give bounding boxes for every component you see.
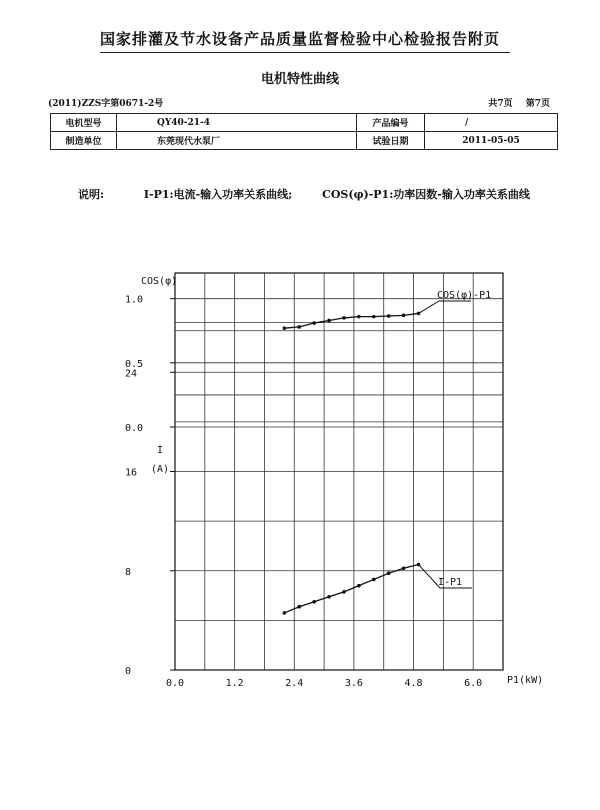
maker-value: 东莞现代水泵厂 <box>117 132 357 150</box>
data-point-cos-p1 <box>327 319 331 323</box>
y-tick-label-current: 8 <box>125 566 132 578</box>
date-value: 2011-05-05 <box>425 132 558 150</box>
total-pages: 共7页 <box>488 99 513 109</box>
report-number: (2011)ZZS字第0671-2号 <box>48 99 164 109</box>
x-tick-label: 6.0 <box>464 678 483 689</box>
series-leader-cos-p1 <box>419 301 471 313</box>
series-label-cos-p1: COS(φ)-P1 <box>437 290 492 301</box>
serial-label: 产品编号 <box>357 114 425 132</box>
series-line-i-p1 <box>284 565 418 613</box>
maker-label: 制造单位 <box>51 132 117 150</box>
y-tick-label-cos: 0.0 <box>125 423 144 434</box>
x-tick-label: 4.8 <box>404 678 423 689</box>
x-tick-label: 0.0 <box>165 678 185 689</box>
data-point-i-p1 <box>283 611 287 615</box>
data-point-i-p1 <box>357 584 361 588</box>
y-axis-label-current: I <box>156 445 164 456</box>
data-point-cos-p1 <box>297 325 301 329</box>
x-tick-label: 2.4 <box>285 678 304 689</box>
date-label: 试验日期 <box>357 132 425 150</box>
data-point-i-p1 <box>327 595 331 599</box>
y-axis-label-cos: COS(φ) <box>141 276 178 287</box>
data-point-cos-p1 <box>357 315 361 319</box>
y-axis-unit-current: (A) <box>150 464 170 475</box>
series-label-i-p1: I-P1 <box>438 577 463 588</box>
data-point-cos-p1 <box>402 314 406 318</box>
y-tick-label-current: 16 <box>125 467 138 479</box>
page-number: 第7页 <box>525 99 550 109</box>
data-point-cos-p1 <box>283 326 287 330</box>
y-tick-label-cos: 1.0 <box>125 294 144 306</box>
data-point-cos-p1 <box>312 321 316 325</box>
data-point-i-p1 <box>297 605 301 609</box>
note-item-power-factor: COS(φ)-P1:功率因数-输入功率关系曲线 <box>322 188 530 201</box>
data-point-i-p1 <box>342 590 346 594</box>
x-axis-label: P1(kW) <box>507 675 544 686</box>
y-tick-label-current: 24 <box>125 368 138 380</box>
data-point-cos-p1 <box>342 316 346 320</box>
note-prefix: 说明: <box>78 188 105 201</box>
model-label: 电机型号 <box>51 114 117 132</box>
report-subtitle: 电机特性曲线 <box>260 72 339 87</box>
y-tick-label-cos: 0.5 <box>125 358 144 370</box>
x-tick-label: 3.6 <box>344 678 363 689</box>
note-item-current: I-P1:电流-输入功率关系曲线; <box>143 188 293 201</box>
data-point-i-p1 <box>402 566 406 570</box>
y-tick-label-current: 0 <box>125 666 132 677</box>
x-tick-label: 1.2 <box>225 678 244 689</box>
report-title: 国家排灌及节水设备产品质量监督检验中心检验报告附页 <box>99 30 500 48</box>
data-point-cos-p1 <box>387 314 391 318</box>
data-point-cos-p1 <box>372 315 376 319</box>
model-value: QY40-21-4 <box>117 114 357 132</box>
data-point-i-p1 <box>372 578 376 582</box>
series-line-cos-p1 <box>284 313 418 328</box>
serial-value: / <box>425 114 558 132</box>
data-point-i-p1 <box>312 600 316 604</box>
data-point-i-p1 <box>387 571 391 575</box>
